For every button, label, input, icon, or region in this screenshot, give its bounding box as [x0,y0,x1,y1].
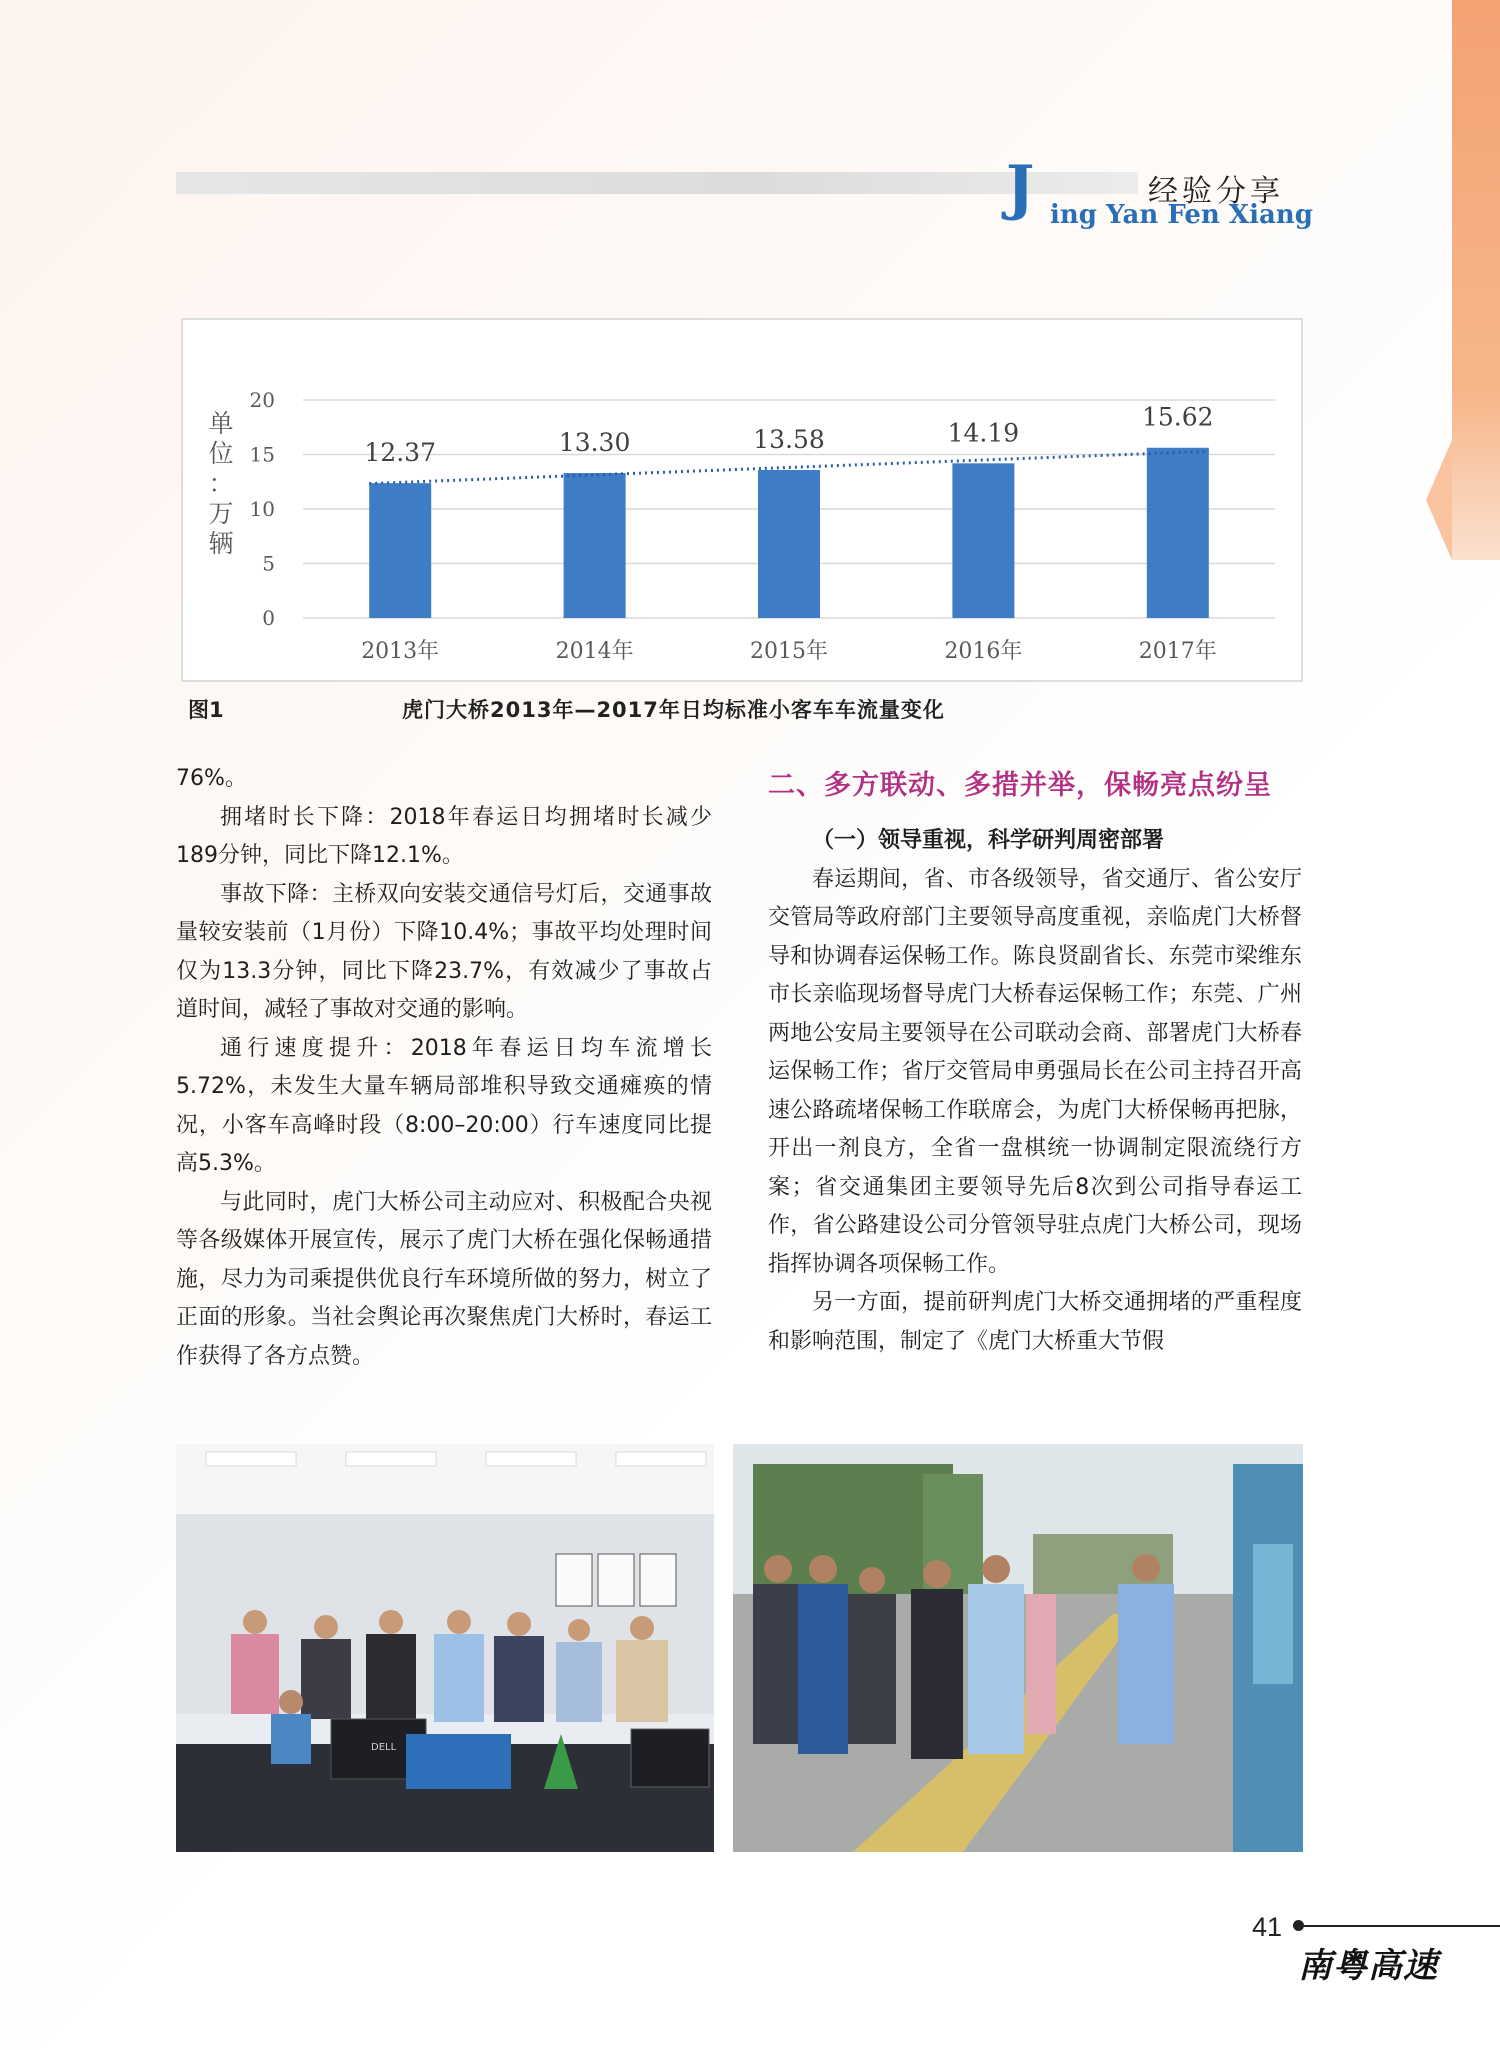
paragraph: 春运期间，省、市各级领导，省交通厅、省公安厅交管局等政府部门主要领导高度重视，亲临虎门大桥督导和协调春运保畅工作。陈良贤副省长、东莞市梁维东市长亲临现场督导虎门大桥春运保畅工作；东莞、广州两地公安局主要领导在公司联动会商、部署虎门大桥春运保畅工作；省厅交管局申勇强局长在公司主持召开高速公路疏堵保畅工作联席会，为虎门大桥保畅再把脉，开出一剂良方，全省一盘棋统一协调制定限流绕行方案；省交通集团主要领导先后8次到公司指导春运工作，省公路建设公司分管领导驻点虎门大桥公司，现场指挥协调各项保畅工作。 [768,866,1302,1277]
chart-canvas [183,320,1301,680]
x-tick-label: 2014年 [555,639,634,664]
header-logo-letter: J [1006,153,1035,223]
paragraph: 76%。 [176,766,247,791]
y-axis-label-char: 辆 [208,529,234,558]
right-text-column [768,768,1302,1361]
subsection-heading: （一）领导重视，科学研判周密部署 [812,828,1165,853]
section-header-title: 经验分享 [1148,174,1284,209]
section-header-subtitle: ing Yan Fen Xiang [1050,200,1313,230]
bar [1147,448,1209,618]
x-tick-label: 2015年 [750,639,828,664]
left-text-column [176,760,712,1376]
x-tick-label: 2013年 [361,639,440,664]
data-label: 14.19 [947,418,1020,448]
data-label: 12.37 [364,438,436,468]
paragraph: 与此同时，虎门大桥公司主动应对、积极配合央视等各级媒体开展宣传，展示了虎门大桥在强化保畅通措施，尽力为司乘提供优良行车环境所做的努力，树立了正面的形象。当社会舆论再次聚焦虎门大桥时，春运工作获得了各方点赞。 [176,1189,712,1369]
monitor-brand-label: DELL [371,1742,397,1753]
figure-number: 图1 [188,698,224,722]
paragraph: 另一方面，提前研判虎门大桥交通拥堵的严重程度和影响范围，制定了《虎门大桥重大节假 [768,1290,1302,1354]
bar-chart [181,318,1303,682]
y-tick-label: 10 [249,497,275,521]
page-number: 41 [1252,1912,1283,1942]
bar [952,463,1014,618]
bar [564,473,626,618]
photo-site-inspection [733,1444,1303,1852]
bar [369,483,431,618]
header-bar [176,172,1138,194]
y-axis-label-char: 单 [208,409,234,438]
y-axis-label-char: ： [208,469,234,498]
photo-control-room [176,1444,714,1852]
paragraph: 拥堵时长下降：2018年春运日均拥堵时长减少189分钟，同比下降12.1%。 [176,804,712,868]
figure-caption: 虎门大桥2013年—2017年日均标准小客车车流量变化 [402,698,945,722]
paragraph: 事故下降：主桥双向安装交通信号灯后，交通事故量较安装前（1月份）下降10.4%；事故平均处理时间仅为13.3分钟，同比下降23.7%，有效减少了事故占道时间，减轻了事故对交通的影响。 [176,881,712,1022]
section-heading: 二、多方联动、多措并举，保畅亮点纷呈 [768,770,1272,801]
bar [758,470,820,618]
x-tick-label: 2016年 [944,639,1023,664]
data-label: 15.62 [1142,402,1214,432]
y-tick-label: 0 [262,606,275,630]
paragraph: 通行速度提升：2018年春运日均车流增长5.72%，未发生大量车辆局部堆积导致交通瘫痪的情况，小客车高峰时段（8:00–20:00）行车速度同比提高5.3%。 [176,1035,712,1176]
y-tick-label: 5 [262,551,275,576]
page-rule [1298,1925,1500,1927]
y-tick-label: 15 [249,442,275,467]
y-axis-label-char: 位 [208,439,234,468]
magazine-brand-logo: 南粤高速 [1298,1946,1438,1986]
y-axis-label-char: 万 [208,499,234,528]
corner-tab-decoration [1452,0,1500,560]
data-label: 13.30 [558,428,631,458]
x-tick-label: 2017年 [1138,639,1217,664]
data-label: 13.58 [753,424,825,454]
y-tick-label: 20 [249,388,275,412]
